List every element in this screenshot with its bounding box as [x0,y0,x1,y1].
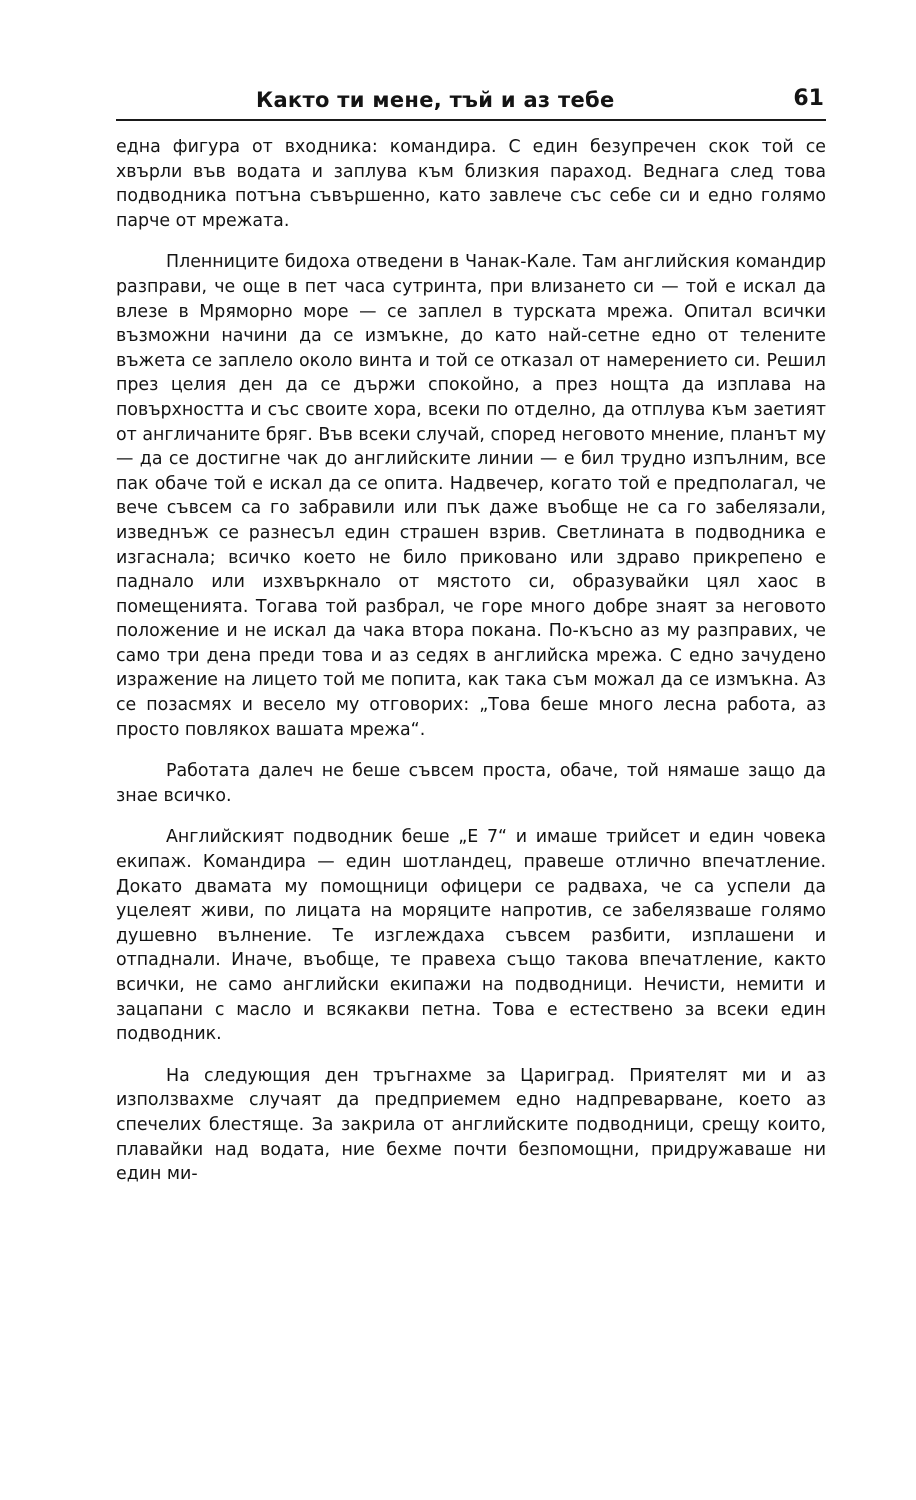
running-header [116,80,826,120]
paragraph-continued: една фигура от входника: командира. С един безупречен скок той се хвърли във водата и заплува към близкия параход. Веднага след това подводника потъна съвършенно, като завлече със себе си и едно голямо парче от мрежата. [116,137,826,231]
header-rule [116,119,826,121]
running-title: Както ти мене, тъй и аз тебе [256,88,615,112]
paragraph: Пленниците бидоха отведени в Чанак-Кале. Там английския командир разправи, че още в пет часа сутринта, при влизането си — той е искал да влезе в Мряморно море — се заплел в турската мрежа. Опитал всички възможни начини да се измъкне, до като най-сетне едно от телените въжета се заплело около винта и той се отказал от намерението си. Решил през целия ден да се държи спокойно, а през нощта да изплава на повърхността и със своите хора, всеки по отделно, да отплува към заетият от англичаните бряг. Във всеки случай, според неговото мнение, планът му — да се достигне чак до английските линии — е бил трудно изпълним, все пак обаче той е искал да се опита. Надвечер, когато той е предполагал, че вече съвсем са го забравили или пък даже въобще не са го забелязали, изведнъж се разнесъл един страшен взрив. Светлината в подводника е изгаснала; всичко което не било приковано или здраво прикрепено е паднало или изхвъркнало от мястото си, образувайки цял хаос в помещенията. Тогава той разбрал, че горе много добре знаят за неговото положение и не искал да чака втора покана. По-късно аз му разправих, че само три дена преди това и аз седях в английска мрежа. С едно зачудено изражение на лицето той ме попита, как така съм можал да се измъкна. Аз се позасмях и весело му отговорих: „Това беше много лесна работа, аз просто повлякох вашата мрежа“. [116,252,826,740]
body-text [116,135,826,1187]
paragraph: Английският подводник беше „Е 7“ и имаше трийсет и един човека екипаж. Командира — един шотландец, правеше отлично впечатление. Докато двамата му помощници офицери се радваха, че са успели да уцелеят живи, по лицата на моряците напротив, се забелязваше голямо душевно вълнение. Те изглеждаха съвсем разбити, изплашени и отпаднали. Иначе, въобще, те правеха също такова впечатление, както всички, не само английски екипажи на подводници. Нечисти, немити и зацапани с масло и всякакви петна. Това е естествено за всеки един подводник. [116,827,826,1045]
paragraph: Работата далеч не беше съвсем проста, обаче, той нямаше защо да знае всичко. [116,761,826,806]
book-page [116,80,826,1204]
page-number: 61 [793,86,824,111]
paragraph: На следующия ден тръгнахме за Цариград. Приятелят ми и аз използвахме случаят да предприемем едно надпреварване, което аз спечелих блестяще. За закрила от английските подводници, срещу които, плавайки над водата, ние бехме почти безпомощни, придружаваше ни един ми- [116,1065,826,1185]
